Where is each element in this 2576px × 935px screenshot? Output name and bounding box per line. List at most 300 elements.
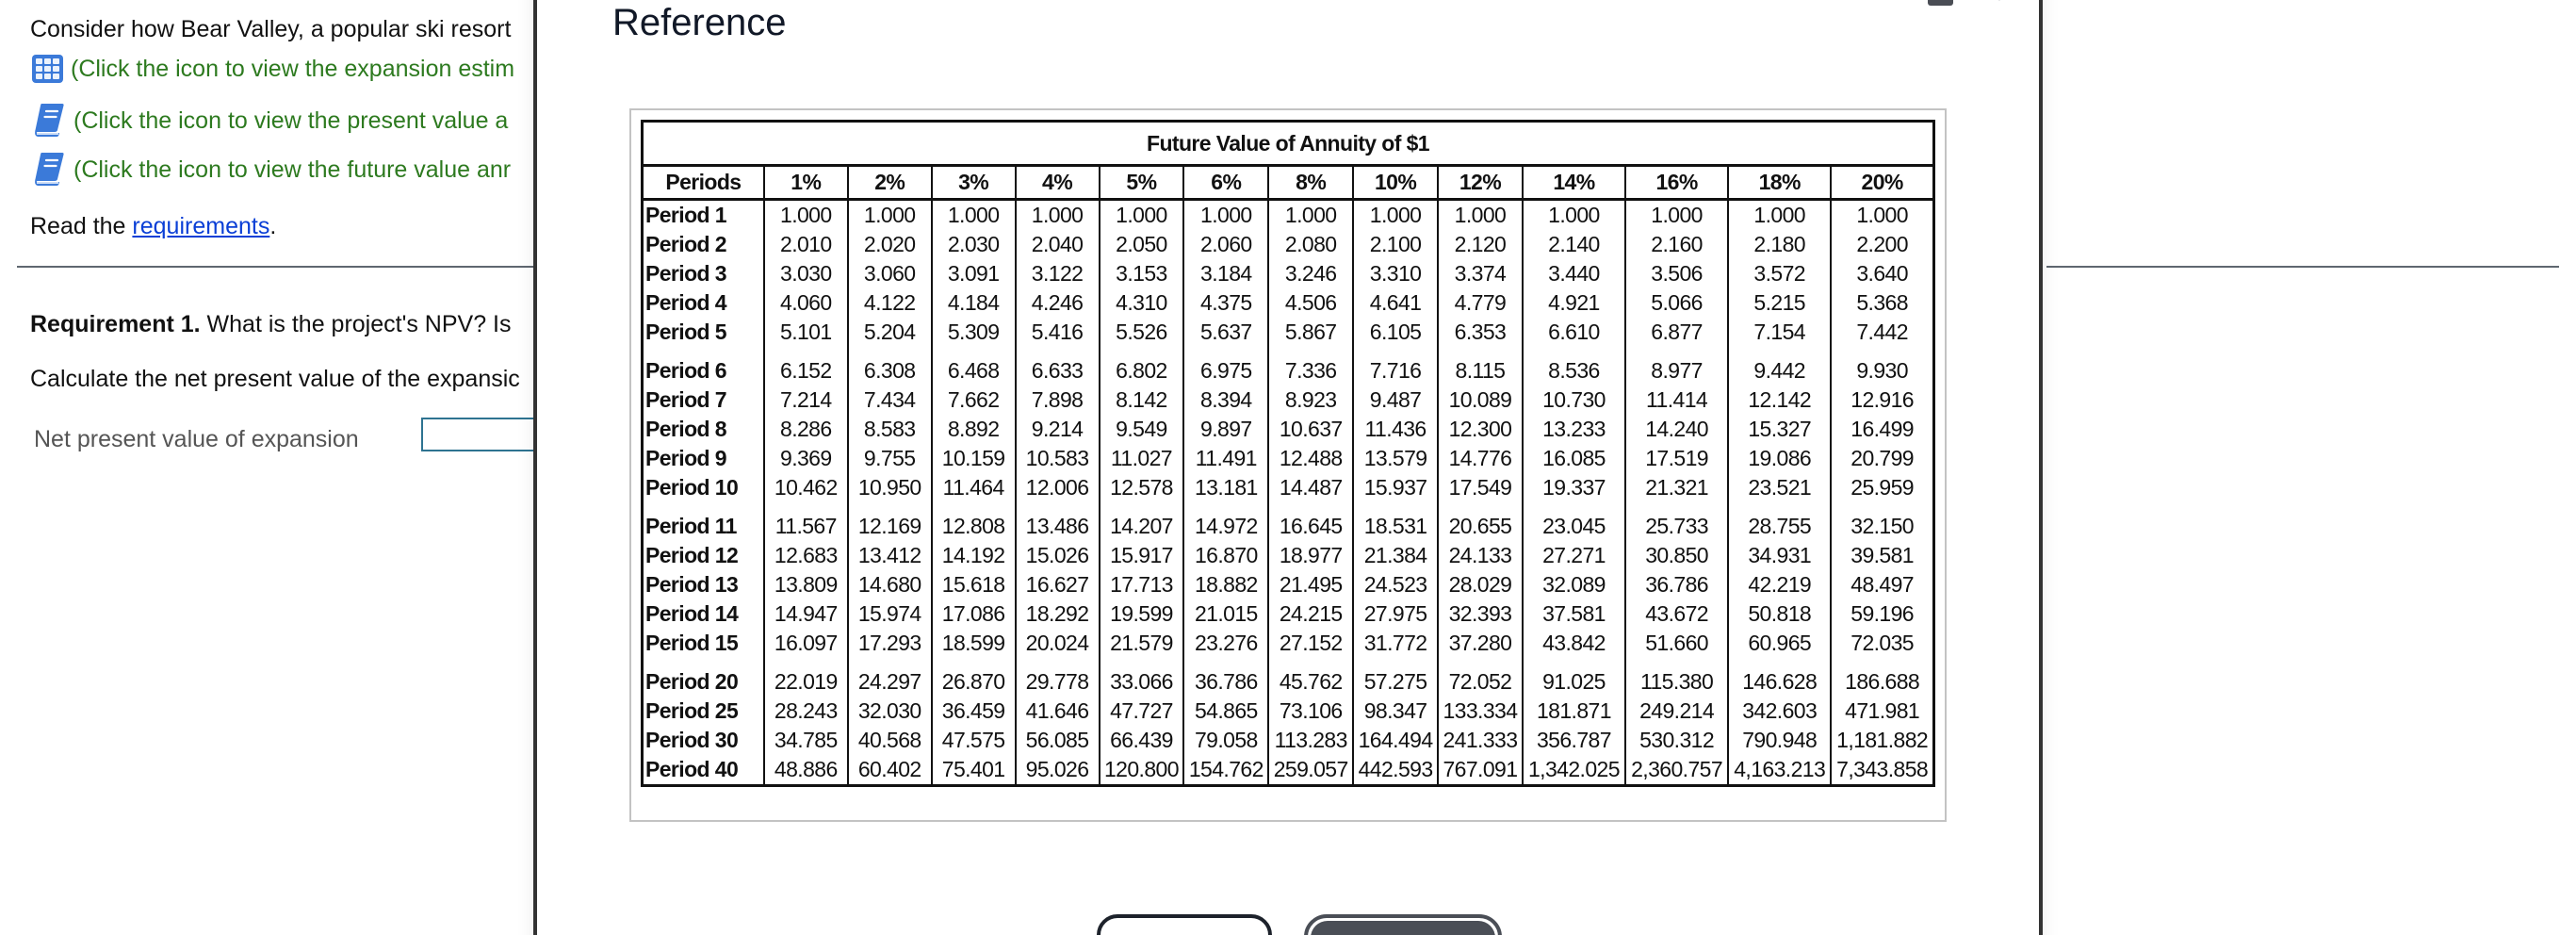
spacer-cell [1100,658,1184,667]
factor-cell: 8.394 [1183,385,1268,415]
factor-cell: 34.931 [1728,541,1831,570]
factor-cell: 25.733 [1625,512,1728,541]
header-rate: 1% [764,166,848,200]
factor-cell: 113.283 [1268,726,1353,755]
factor-cell: 10.637 [1268,415,1353,444]
factor-cell: 47.575 [932,726,1016,755]
divider [17,266,537,268]
factor-cell: 4.122 [848,288,932,318]
factor-cell: 1,342.025 [1523,755,1625,786]
factor-cell: 17.713 [1100,570,1184,599]
factor-cell: 14.680 [848,570,932,599]
table-row [643,356,1934,385]
factor-cell: 39.581 [1831,541,1933,570]
factor-cell: 13.579 [1353,444,1438,473]
factor-cell: 12.142 [1728,385,1831,415]
factor-cell: 21.321 [1625,473,1728,502]
factor-cell: 5.637 [1183,318,1268,347]
table-row [643,697,1934,726]
factor-cell: 31.772 [1353,629,1438,658]
period-label: Period 10 [645,475,739,500]
factor-cell: 11.436 [1353,415,1438,444]
period-label: Period 12 [645,543,739,567]
present-value-table-label[interactable]: (Click the icon to view the present value a [73,107,509,134]
period-label: Period 8 [645,417,726,441]
factor-cell: 4.375 [1183,288,1268,318]
factor-cell: 11.491 [1183,444,1268,473]
future-value-annuity-table [641,120,1935,787]
factor-cell: 18.599 [932,629,1016,658]
factor-cell: 15.327 [1728,415,1831,444]
table-row [643,200,1934,231]
factor-cell: 5.215 [1728,288,1831,318]
factor-cell: 2.050 [1100,230,1184,259]
table-row [643,755,1934,786]
factor-cell: 1.000 [1016,200,1100,231]
factor-cell: 19.599 [1100,599,1184,629]
minimize-icon[interactable] [1928,0,1953,6]
period-label: Period 15 [645,631,739,655]
factor-cell: 73.106 [1268,697,1353,726]
header-rate: 14% [1523,166,1625,200]
factor-cell: 10.730 [1523,385,1625,415]
factor-cell: 28.029 [1438,570,1523,599]
spacer-cell [1728,658,1831,667]
spacer-cell [932,502,1016,512]
factor-cell: 3.506 [1625,259,1728,288]
factor-cell: 5.368 [1831,288,1933,318]
factor-cell: 15.618 [932,570,1016,599]
factor-cell: 27.271 [1523,541,1625,570]
factor-cell: 1,181.882 [1831,726,1933,755]
factor-cell: 12.006 [1016,473,1100,502]
spacer-cell [1268,347,1353,356]
table-row [643,385,1934,415]
header-rate: 4% [1016,166,1100,200]
read-suffix: . [269,213,277,239]
factor-cell: 4.641 [1353,288,1438,318]
table-row [643,599,1934,629]
spacer-cell [1625,502,1728,512]
divider-right [2046,266,2559,268]
factor-cell: 15.937 [1353,473,1438,502]
factor-cell: 3.184 [1183,259,1268,288]
spacer-cell [1438,658,1523,667]
spacer-cell [764,502,848,512]
factor-cell: 154.762 [1183,755,1268,786]
header-rate: 5% [1100,166,1184,200]
factor-cell: 17.086 [932,599,1016,629]
factor-cell: 3.153 [1100,259,1184,288]
header-rate: 8% [1268,166,1353,200]
factor-cell: 15.917 [1100,541,1184,570]
table-row [643,629,1934,658]
book-icon[interactable] [32,151,66,189]
factor-cell: 11.414 [1625,385,1728,415]
table-row [643,512,1934,541]
spacer-cell [1268,502,1353,512]
spacer-cell [1100,502,1184,512]
table-row [643,570,1934,599]
factor-cell: 48.886 [764,755,848,786]
header-rate: 16% [1625,166,1728,200]
factor-cell: 79.058 [1183,726,1268,755]
period-label: Period 3 [645,261,726,286]
factor-cell: 4,163.213 [1728,755,1831,786]
factor-cell: 1.000 [848,200,932,231]
factor-cell: 5.066 [1625,288,1728,318]
factor-cell: 442.593 [1353,755,1438,786]
factor-cell: 60.402 [848,755,932,786]
factor-cell: 356.787 [1523,726,1625,755]
factor-cell: 32.150 [1831,512,1933,541]
factor-cell: 13.412 [848,541,932,570]
factor-cell: 29.778 [1016,667,1100,697]
spacer-cell [643,502,764,512]
factor-cell: 2.140 [1523,230,1625,259]
factor-cell: 14.240 [1625,415,1728,444]
table-row [643,230,1934,259]
factor-cell: 18.882 [1183,570,1268,599]
factor-cell: 471.981 [1831,697,1933,726]
factor-cell: 3.572 [1728,259,1831,288]
factor-cell: 8.536 [1523,356,1625,385]
period-label: Period 9 [645,446,726,470]
factor-cell: 41.646 [1016,697,1100,726]
factor-cell: 24.297 [848,667,932,697]
table-grid-icon[interactable] [32,55,63,83]
factor-cell: 259.057 [1268,755,1353,786]
factor-cell: 7.434 [848,385,932,415]
spacer-cell [1831,658,1933,667]
factor-cell: 1.000 [1100,200,1184,231]
factor-cell: 12.488 [1268,444,1353,473]
header-rate: 2% [848,166,932,200]
factor-cell: 11.464 [932,473,1016,502]
factor-cell: 10.462 [764,473,848,502]
spacer-cell [643,347,764,356]
factor-cell: 9.369 [764,444,848,473]
header-rate: 18% [1728,166,1831,200]
book-icon[interactable] [32,102,66,139]
factor-cell: 19.086 [1728,444,1831,473]
factor-cell: 6.633 [1016,356,1100,385]
factor-cell: 5.416 [1016,318,1100,347]
spacer-cell [1523,502,1625,512]
spacer-cell [1016,502,1100,512]
factor-cell: 10.950 [848,473,932,502]
factor-cell: 26.870 [932,667,1016,697]
factor-cell: 7.898 [1016,385,1100,415]
spacer-cell [1183,658,1268,667]
factor-cell: 66.439 [1100,726,1184,755]
factor-cell: 7.214 [764,385,848,415]
primary-button-fill [1311,921,1495,935]
factor-cell: 12.683 [764,541,848,570]
factor-cell: 5.101 [764,318,848,347]
factor-cell: 75.401 [932,755,1016,786]
factor-cell: 18.977 [1268,541,1353,570]
factor-cell: 21.579 [1100,629,1184,658]
factor-cell: 18.292 [1016,599,1100,629]
spacer-cell [1831,347,1933,356]
factor-cell: 4.779 [1438,288,1523,318]
factor-cell: 6.975 [1183,356,1268,385]
factor-cell: 2.030 [932,230,1016,259]
factor-cell: 790.948 [1728,726,1831,755]
factor-cell: 16.097 [764,629,848,658]
factor-cell: 23.521 [1728,473,1831,502]
factor-cell: 16.627 [1016,570,1100,599]
spacer-cell [932,347,1016,356]
factor-cell: 2.080 [1268,230,1353,259]
factor-cell: 7,343.858 [1831,755,1933,786]
spacer-cell [848,502,932,512]
question-panel [0,0,537,935]
header-rate: 6% [1183,166,1268,200]
spacer-cell [848,347,932,356]
factor-cell: 12.578 [1100,473,1184,502]
factor-cell: 2.020 [848,230,932,259]
factor-cell: 91.025 [1523,667,1625,697]
factor-cell: 530.312 [1625,726,1728,755]
factor-cell: 1.000 [1728,200,1831,231]
table-frame [629,108,1947,822]
factor-cell: 1.000 [932,200,1016,231]
spacer-cell [932,658,1016,667]
factor-cell: 12.169 [848,512,932,541]
factor-cell: 8.115 [1438,356,1523,385]
factor-cell: 7.154 [1728,318,1831,347]
factor-cell: 43.842 [1523,629,1625,658]
factor-cell: 8.977 [1625,356,1728,385]
factor-cell: 13.181 [1183,473,1268,502]
factor-cell: 16.085 [1523,444,1625,473]
factor-cell: 33.066 [1100,667,1184,697]
table-row [643,444,1934,473]
factor-cell: 3.122 [1016,259,1100,288]
requirements-link[interactable]: requirements [132,213,270,239]
table-row [643,318,1934,347]
factor-cell: 6.152 [764,356,848,385]
factor-cell: 24.215 [1268,599,1353,629]
factor-cell: 51.660 [1625,629,1728,658]
requirement-1-label: Requirement 1. [30,311,201,337]
reference-modal [533,0,2043,935]
factor-cell: 2.120 [1438,230,1523,259]
close-icon[interactable] [1985,0,2014,9]
period-label: Period 25 [645,698,739,723]
future-value-annuity-label[interactable]: (Click the icon to view the future value anr [73,156,512,183]
factor-cell: 181.871 [1523,697,1625,726]
spacer-cell [1831,502,1933,512]
period-label: Period 20 [645,669,739,694]
factor-cell: 14.192 [932,541,1016,570]
secondary-button[interactable] [1097,914,1272,935]
expansion-estimates-link[interactable] [32,55,514,83]
future-value-annuity-link[interactable] [32,151,511,189]
factor-cell: 9.487 [1353,385,1438,415]
period-label: Period 7 [645,387,726,412]
factor-cell: 43.672 [1625,599,1728,629]
table-row [643,667,1934,697]
factor-cell: 115.380 [1625,667,1728,697]
factor-cell: 3.060 [848,259,932,288]
factor-cell: 72.052 [1438,667,1523,697]
factor-cell: 37.581 [1523,599,1625,629]
factor-cell: 17.549 [1438,473,1523,502]
factor-cell: 3.440 [1523,259,1625,288]
factor-cell: 8.923 [1268,385,1353,415]
read-prefix: Read the [30,213,133,239]
factor-cell: 1.000 [1183,200,1268,231]
factor-cell: 12.808 [932,512,1016,541]
factor-cell: 6.105 [1353,318,1438,347]
spacer-cell [1625,347,1728,356]
spacer-cell [1183,502,1268,512]
period-label: Period 2 [645,232,726,256]
factor-cell: 2.060 [1183,230,1268,259]
factor-cell: 2.200 [1831,230,1933,259]
factor-cell: 60.965 [1728,629,1831,658]
primary-button[interactable] [1304,914,1502,935]
modal-title: Reference [612,2,787,43]
factor-cell: 28.755 [1728,512,1831,541]
spacer-cell [1353,658,1438,667]
factor-cell: 40.568 [848,726,932,755]
factor-cell: 18.531 [1353,512,1438,541]
factor-cell: 6.877 [1625,318,1728,347]
factor-cell: 21.495 [1268,570,1353,599]
period-label: Period 6 [645,358,726,383]
requirement-1-text: What is the project's NPV? Is [200,311,512,337]
factor-cell: 32.030 [848,697,932,726]
factor-cell: 7.336 [1268,356,1353,385]
factor-cell: 10.583 [1016,444,1100,473]
requirement-1 [30,311,512,338]
factor-cell: 6.468 [932,356,1016,385]
factor-cell: 13.233 [1523,415,1625,444]
factor-cell: 4.921 [1523,288,1625,318]
table-row [643,415,1934,444]
factor-cell: 146.628 [1728,667,1831,697]
factor-cell: 13.809 [764,570,848,599]
factor-cell: 3.640 [1831,259,1933,288]
factor-cell: 95.026 [1016,755,1100,786]
spacer-cell [643,658,764,667]
factor-cell: 32.393 [1438,599,1523,629]
table-row [643,726,1934,755]
factor-cell: 6.308 [848,356,932,385]
factor-cell: 23.276 [1183,629,1268,658]
factor-cell: 5.204 [848,318,932,347]
header-rate: 10% [1353,166,1438,200]
factor-cell: 3.374 [1438,259,1523,288]
factor-cell: 5.526 [1100,318,1184,347]
period-label: Period 30 [645,728,739,752]
factor-cell: 19.337 [1523,473,1625,502]
factor-cell: 32.089 [1523,570,1625,599]
factor-cell: 241.333 [1438,726,1523,755]
expansion-estimates-label[interactable]: (Click the icon to view the expansion estim [71,55,515,82]
factor-cell: 15.974 [848,599,932,629]
factor-cell: 6.802 [1100,356,1184,385]
factor-cell: 14.487 [1268,473,1353,502]
factor-cell: 3.030 [764,259,848,288]
spacer-cell [848,658,932,667]
factor-cell: 6.610 [1523,318,1625,347]
spacer-cell [1728,502,1831,512]
factor-cell: 14.207 [1100,512,1184,541]
factor-cell: 2.040 [1016,230,1100,259]
factor-cell: 37.280 [1438,629,1523,658]
period-label: Period 40 [645,757,739,781]
factor-cell: 24.133 [1438,541,1523,570]
npv-input[interactable] [421,418,537,451]
factor-cell: 24.523 [1353,570,1438,599]
factor-cell: 11.567 [764,512,848,541]
factor-cell: 342.603 [1728,697,1831,726]
factor-cell: 98.347 [1353,697,1438,726]
spacer-cell [764,347,848,356]
factor-cell: 4.184 [932,288,1016,318]
factor-cell: 9.897 [1183,415,1268,444]
read-requirements [30,213,276,240]
spacer-cell [1353,502,1438,512]
factor-cell: 4.310 [1100,288,1184,318]
factor-cell: 2.160 [1625,230,1728,259]
factor-cell: 3.310 [1353,259,1438,288]
factor-cell: 14.776 [1438,444,1523,473]
period-label: Period 1 [645,203,726,227]
header-rate: 12% [1438,166,1523,200]
factor-cell: 7.662 [932,385,1016,415]
spacer-cell [1438,502,1523,512]
factor-cell: 8.286 [764,415,848,444]
factor-cell: 57.275 [1353,667,1438,697]
spacer-cell [764,658,848,667]
factor-cell: 27.975 [1353,599,1438,629]
table-body [643,200,1934,786]
factor-cell: 59.196 [1831,599,1933,629]
spacer-cell [1523,347,1625,356]
factor-cell: 50.818 [1728,599,1831,629]
spacer-cell [1016,347,1100,356]
table-row [643,473,1934,502]
factor-cell: 13.486 [1016,512,1100,541]
factor-cell: 14.972 [1183,512,1268,541]
factor-cell: 133.334 [1438,697,1523,726]
factor-cell: 45.762 [1268,667,1353,697]
group-spacer [643,502,1934,512]
spacer-cell [1268,658,1353,667]
factor-cell: 4.506 [1268,288,1353,318]
factor-cell: 21.384 [1353,541,1438,570]
group-spacer [643,658,1934,667]
table-header-row [643,166,1934,200]
factor-cell: 9.214 [1016,415,1100,444]
table-row [643,288,1934,318]
factor-cell: 17.519 [1625,444,1728,473]
factor-cell: 7.716 [1353,356,1438,385]
factor-cell: 249.214 [1625,697,1728,726]
factor-cell: 21.015 [1183,599,1268,629]
period-label: Period 13 [645,572,739,597]
factor-cell: 28.243 [764,697,848,726]
present-value-table-link[interactable] [32,102,508,139]
factor-cell: 164.494 [1353,726,1438,755]
factor-cell: 10.089 [1438,385,1523,415]
